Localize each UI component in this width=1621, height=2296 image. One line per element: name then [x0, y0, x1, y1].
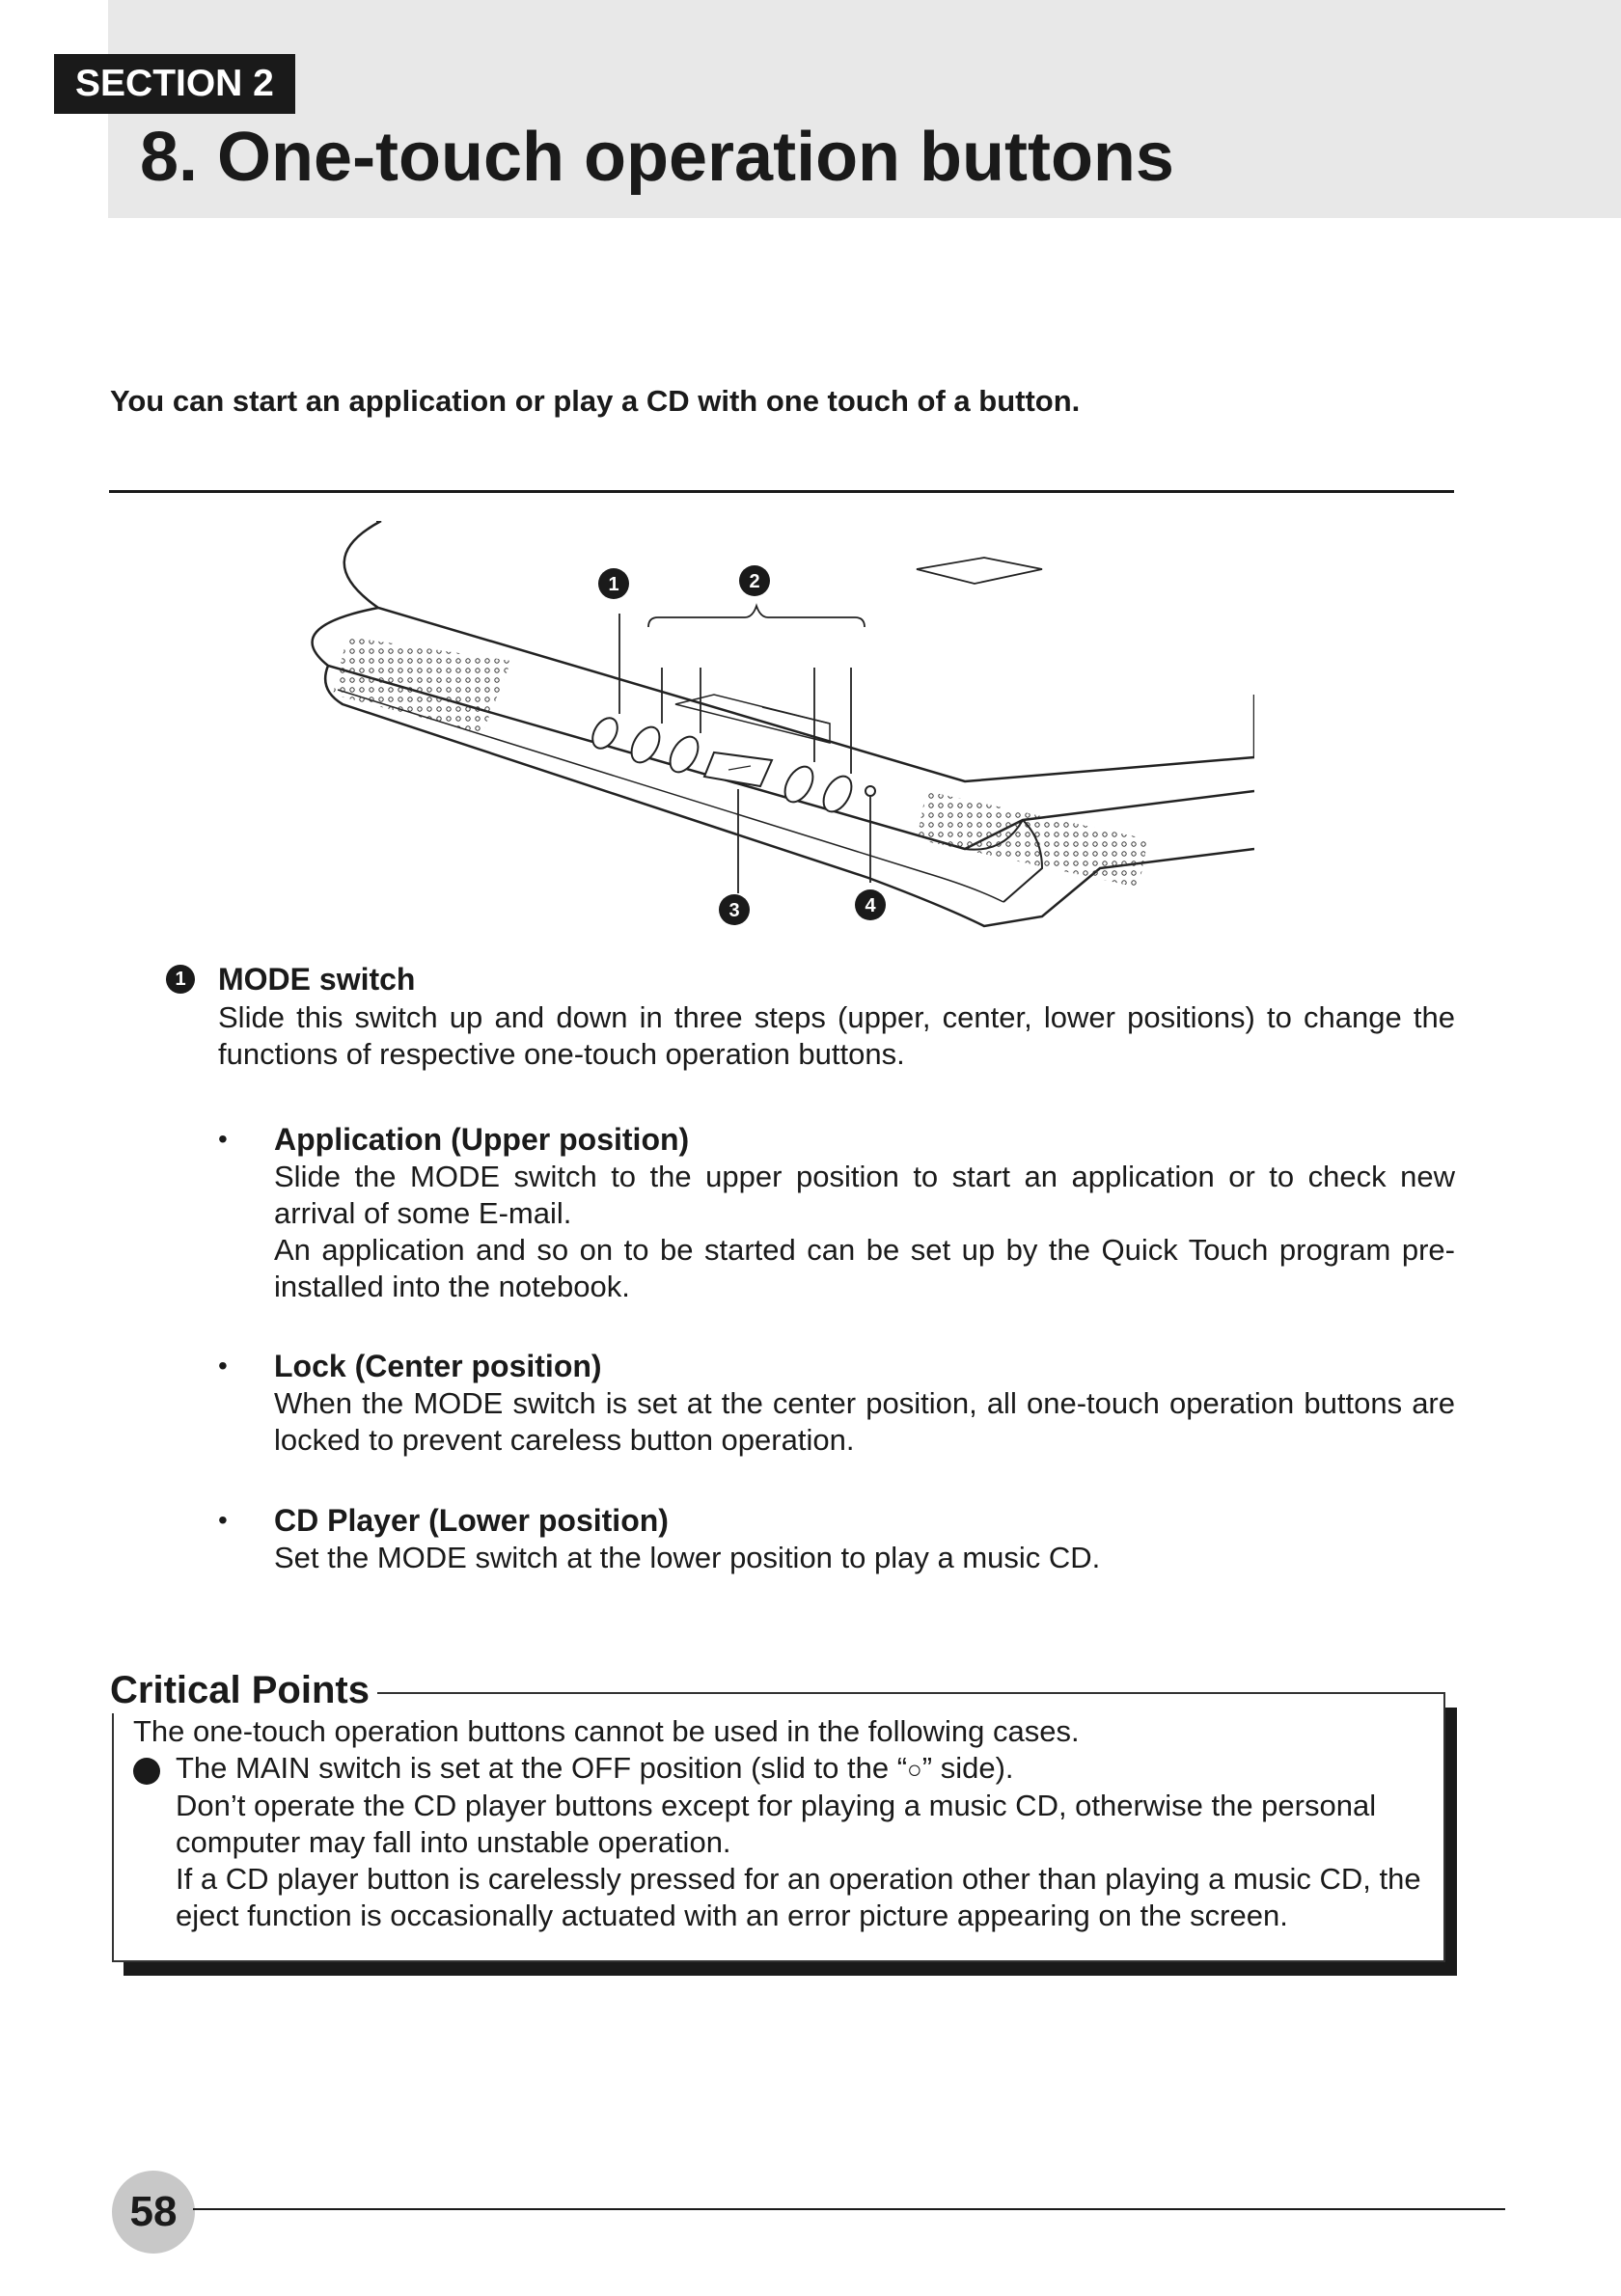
left-speaker-grille — [333, 637, 511, 733]
operation-button-drawing — [780, 762, 819, 807]
critical-points-intro: The one-touch operation buttons cannot be used in the following cases. — [133, 1714, 1080, 1748]
notebook-illustration — [309, 521, 1254, 945]
critical-points-detail: If a CD player button is carelessly pressed for an operation other than playing a music CD, the eject function is occasionally actuated with an error picture appearing on the screen. — [176, 1862, 1421, 1932]
critical-points-item — [176, 1750, 1426, 1934]
option-lock — [274, 1347, 1455, 1459]
right-speaker-grille — [917, 791, 1148, 888]
operation-button-drawing — [665, 732, 704, 778]
bullet-application: • — [218, 1124, 228, 1154]
page-title: 8. One-touch operation buttons — [140, 119, 1174, 196]
notebook-drawing — [309, 521, 1254, 945]
option-application-text: Slide the MODE switch to the upper position to start an application or to check new arrival of some E-mail. — [274, 1160, 1455, 1230]
divider-rule — [109, 490, 1454, 493]
critical-points-item-line: The MAIN switch is set at the OFF position (slid to the “○” side). — [176, 1751, 1014, 1785]
intro-text: You can start an application or play a CD with one touch of a button. — [110, 384, 1081, 418]
critical-points-bullet — [133, 1758, 160, 1785]
indicator-lamp-drawing — [865, 786, 875, 796]
mode-switch-description: Slide this switch up and down in three steps (upper, center, lower positions) to change the functions of respective one-touch operation buttons. — [218, 1000, 1455, 1071]
svg-text:1: 1 — [608, 574, 619, 595]
svg-text:3: 3 — [728, 900, 740, 921]
mode-switch-drawing — [588, 714, 622, 752]
top-label-plate — [917, 558, 1042, 584]
bullet-lock: • — [218, 1351, 228, 1380]
callout-4 — [855, 889, 886, 920]
callout-2 — [739, 565, 770, 596]
page-number: 58 — [112, 2171, 195, 2254]
option-application-title: Application (Upper position) — [274, 1122, 690, 1157]
mode-switch-marker: 1 — [166, 965, 195, 994]
operation-button-drawing — [818, 772, 858, 817]
option-lock-text: When the MODE switch is set at the center position, all one-touch operation buttons are locked to prevent careless button operation. — [274, 1386, 1455, 1457]
option-cd-player — [274, 1501, 1455, 1576]
callout-1 — [598, 568, 629, 599]
option-cd-player-title: CD Player (Lower position) — [274, 1503, 669, 1538]
svg-text:4: 4 — [865, 895, 876, 916]
lcd-display-drawing — [704, 752, 772, 786]
option-application — [274, 1120, 1455, 1305]
mode-switch-heading: MODE switch — [218, 962, 416, 997]
critical-points-title: Critical Points — [110, 1667, 377, 1713]
option-lock-title: Lock (Center position) — [274, 1349, 602, 1383]
callout-3 — [719, 894, 750, 925]
footer-rule — [193, 2208, 1505, 2210]
option-application-text: An application and so on to be started can be set up by the Quick Touch program pre-installed into the notebook. — [274, 1233, 1455, 1303]
notebook-lid-edge — [344, 521, 1254, 781]
critical-points-detail: Don’t operate the CD player buttons except for playing a music CD, otherwise the personal computer may fall into unstable operation. — [176, 1789, 1377, 1859]
bullet-cd-player: • — [218, 1505, 228, 1535]
option-cd-player-text: Set the MODE switch at the lower position to play a music CD. — [274, 1541, 1101, 1574]
section-label: SECTION 2 — [54, 54, 295, 114]
svg-text:2: 2 — [749, 571, 760, 592]
off-symbol-icon: ○ — [907, 1755, 922, 1784]
